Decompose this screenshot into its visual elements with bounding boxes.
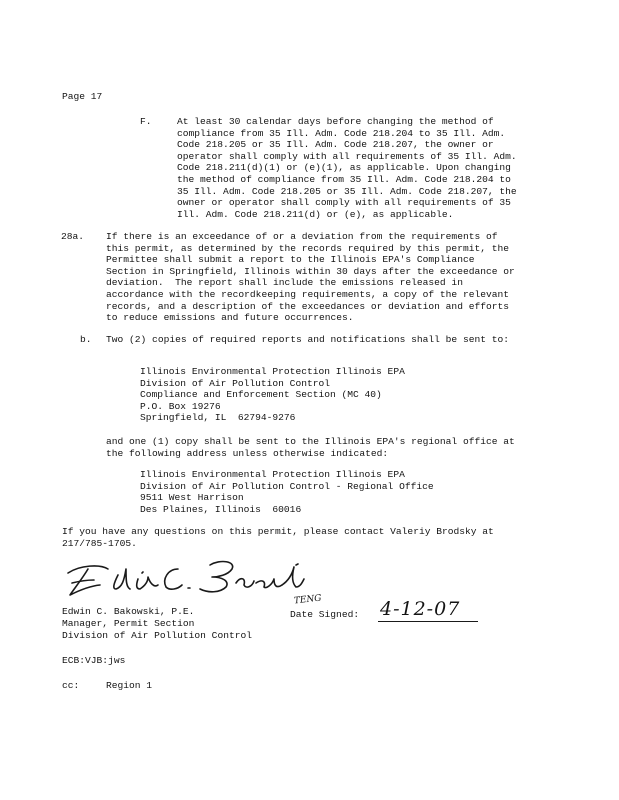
contact-paragraph [62, 526, 494, 549]
text-line: Division of Air Pollution Control [140, 377, 330, 389]
signer-division: Division of Air Pollution Control [62, 630, 252, 641]
date-signed-underline [378, 621, 478, 622]
condition-28a-text [106, 231, 515, 324]
condition-b-text: Two (2) copies of required reports and notifications shall be sent to: [106, 334, 510, 345]
reference-initials: ECB:VJB:jws [62, 655, 126, 666]
text-line: Ill. Adm. Code 218.211(d) or (e), as applicable. [177, 208, 454, 220]
text-line: At least 30 calendar days before changing the method of [177, 116, 494, 127]
text-line: 9511 West Harrison [140, 492, 244, 504]
cc-value: Region 1 [106, 680, 153, 691]
condition-f-text [177, 116, 517, 220]
text-line: and one (1) copy shall be sent to the Illinois EPA's regional office at [106, 436, 515, 447]
text-line: 217/785-1705. [62, 537, 137, 549]
text-line: Compliance and Enforcement Section (MC 40) [140, 389, 382, 401]
text-line: If you have any questions on this permit, please contact Valeriy Brodsky at [62, 526, 494, 537]
text-line: owner or operator shall comply with all requirements of 35 [177, 197, 511, 209]
signer-name: Edwin C. Bakowski, P.E. [62, 606, 195, 617]
text-line: deviation. The report shall include the emissions released in [106, 277, 463, 289]
text-line: Des Plaines, Illinois 60016 [140, 503, 302, 515]
text-line: Permittee shall submit a report to the Illinois EPA's Compliance [106, 254, 475, 266]
handwritten-signature [60, 555, 310, 605]
text-line: Code 218.211(d)(1) or (e)(1), as applicable. Upon changing [177, 162, 511, 174]
text-line: this permit, as determined by the records required by this permit, the [106, 242, 510, 254]
text-line: Springfield, IL 62794-9276 [140, 412, 296, 424]
text-line: operator shall comply with all requirements of 35 Ill. Adm. [177, 150, 517, 162]
address-springfield [140, 366, 405, 424]
text-line: accordance with the recordkeeping requirements, a copy of the relevant [106, 288, 510, 300]
address-regional [140, 469, 434, 515]
text-line: Illinois Environmental Protection Illinois EPA [140, 469, 405, 480]
text-line: the following address unless otherwise indicated: [106, 447, 389, 459]
page-number: Page 17 [62, 91, 103, 102]
text-line: Division of Air Pollution Control - Regional Office [140, 480, 434, 492]
text-line: compliance from 35 Ill. Adm. Code 218.204 to 35 Ill. Adm. [177, 127, 506, 139]
text-line: If there is an exceedance of or a deviation from the requirements of [106, 231, 498, 242]
text-line: the method of compliance from 35 Ill. Adm. Code 218.204 to [177, 173, 511, 185]
text-line: P.O. Box 19276 [140, 400, 221, 412]
condition-b-marker: b. [80, 334, 92, 345]
text-line: Code 218.205 or 35 Ill. Adm. Code 218.207, the owner or [177, 139, 494, 151]
condition-f-marker: F. [140, 116, 152, 127]
signer-title: Manager, Permit Section [62, 618, 195, 629]
cc-label: cc: [62, 680, 80, 691]
handwritten-initials: TENG [293, 593, 323, 607]
text-line: Section in Springfield, Illinois within 30 days after the exceedance or [106, 265, 515, 277]
condition-28a-marker: 28a. [61, 231, 85, 242]
text-line: to reduce emissions and future occurrences. [106, 312, 354, 324]
date-signed-label: Date Signed: [290, 609, 360, 620]
text-line: records, and a description of the exceedances or deviation and efforts [106, 300, 510, 312]
regional-copy-note [106, 436, 515, 459]
date-signed-value: 4-12-07 [380, 598, 461, 620]
text-line: 35 Ill. Adm. Code 218.205 or 35 Ill. Adm. Code 218.207, the [177, 185, 517, 197]
text-line: Illinois Environmental Protection Illinois EPA [140, 366, 405, 377]
